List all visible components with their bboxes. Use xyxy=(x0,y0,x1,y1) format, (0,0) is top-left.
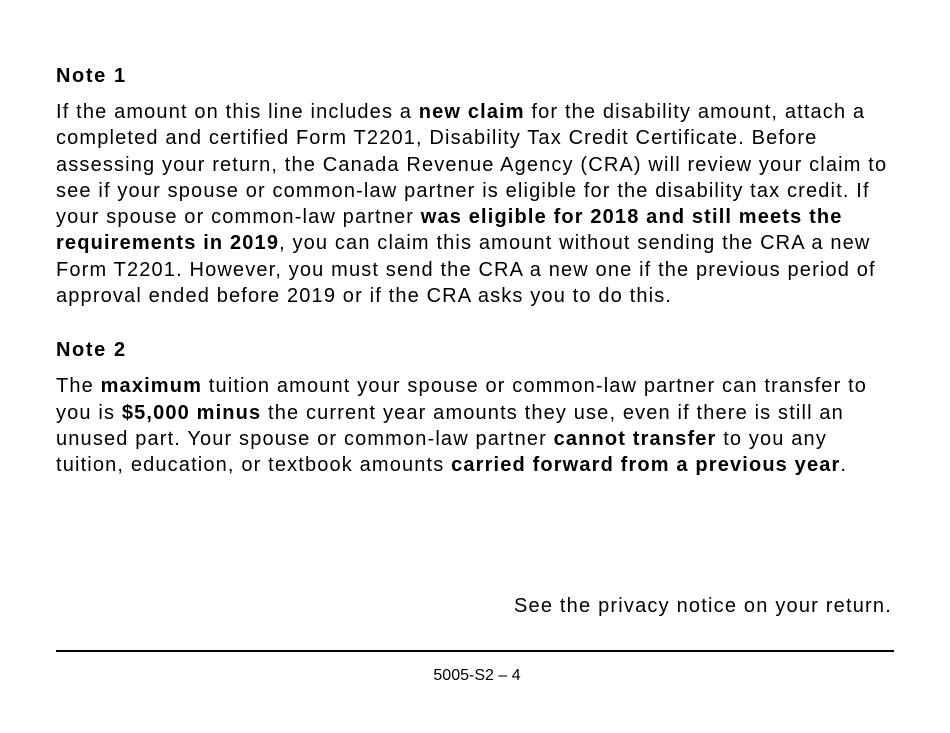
emphasized-text: carried forward from a previous year xyxy=(451,454,841,477)
body-text: The xyxy=(56,375,101,398)
body-text: . xyxy=(840,454,848,477)
note-2-section xyxy=(56,337,896,478)
emphasized-text: cannot transfer xyxy=(553,427,717,450)
note-1-text xyxy=(56,99,896,309)
emphasized-text: maximum xyxy=(100,375,203,398)
privacy-notice: See the privacy notice on your return. xyxy=(513,595,892,617)
body-text: If the amount on this line includes a xyxy=(56,101,419,123)
note-1-heading: Note 1 xyxy=(56,65,127,87)
form-page-number: 5005-S2 – 4 xyxy=(433,667,521,684)
emphasized-text: $5,000 minus xyxy=(121,401,262,424)
footer-divider xyxy=(56,650,894,652)
body-text: the current year amounts they use, even if there is still an unused part. Your spouse or common-law partner xyxy=(56,401,844,450)
body-text: for the disability amount, attach a completed and certified Form T2201, Disability Tax Credit Certificate. Before assessing your return, the Canada Revenue Agency (CRA) will review your claim to see if your spouse or common-law partner is eligible for the disability tax credit. If your spouse or common-law partner xyxy=(56,101,888,229)
body-text: to you any tuition, education, or textbook amounts xyxy=(56,427,827,477)
document-body xyxy=(56,63,896,479)
body-text: tuition amount your spouse or common-law partner can transfer to you is xyxy=(56,375,868,424)
note-2-heading: Note 2 xyxy=(56,339,127,362)
emphasized-text: was eligible for 2018 and still meets the requirements in 2019 xyxy=(56,206,843,255)
body-text: , you can claim this amount without sending the CRA a new Form T2201. However, you must send the CRA a new one if the previous period of approval ended before 2019 or if the CRA asks you to do this. xyxy=(56,232,876,308)
emphasized-text: new claim xyxy=(418,101,525,123)
note-2-text xyxy=(56,373,896,478)
note-1-section xyxy=(56,63,896,309)
